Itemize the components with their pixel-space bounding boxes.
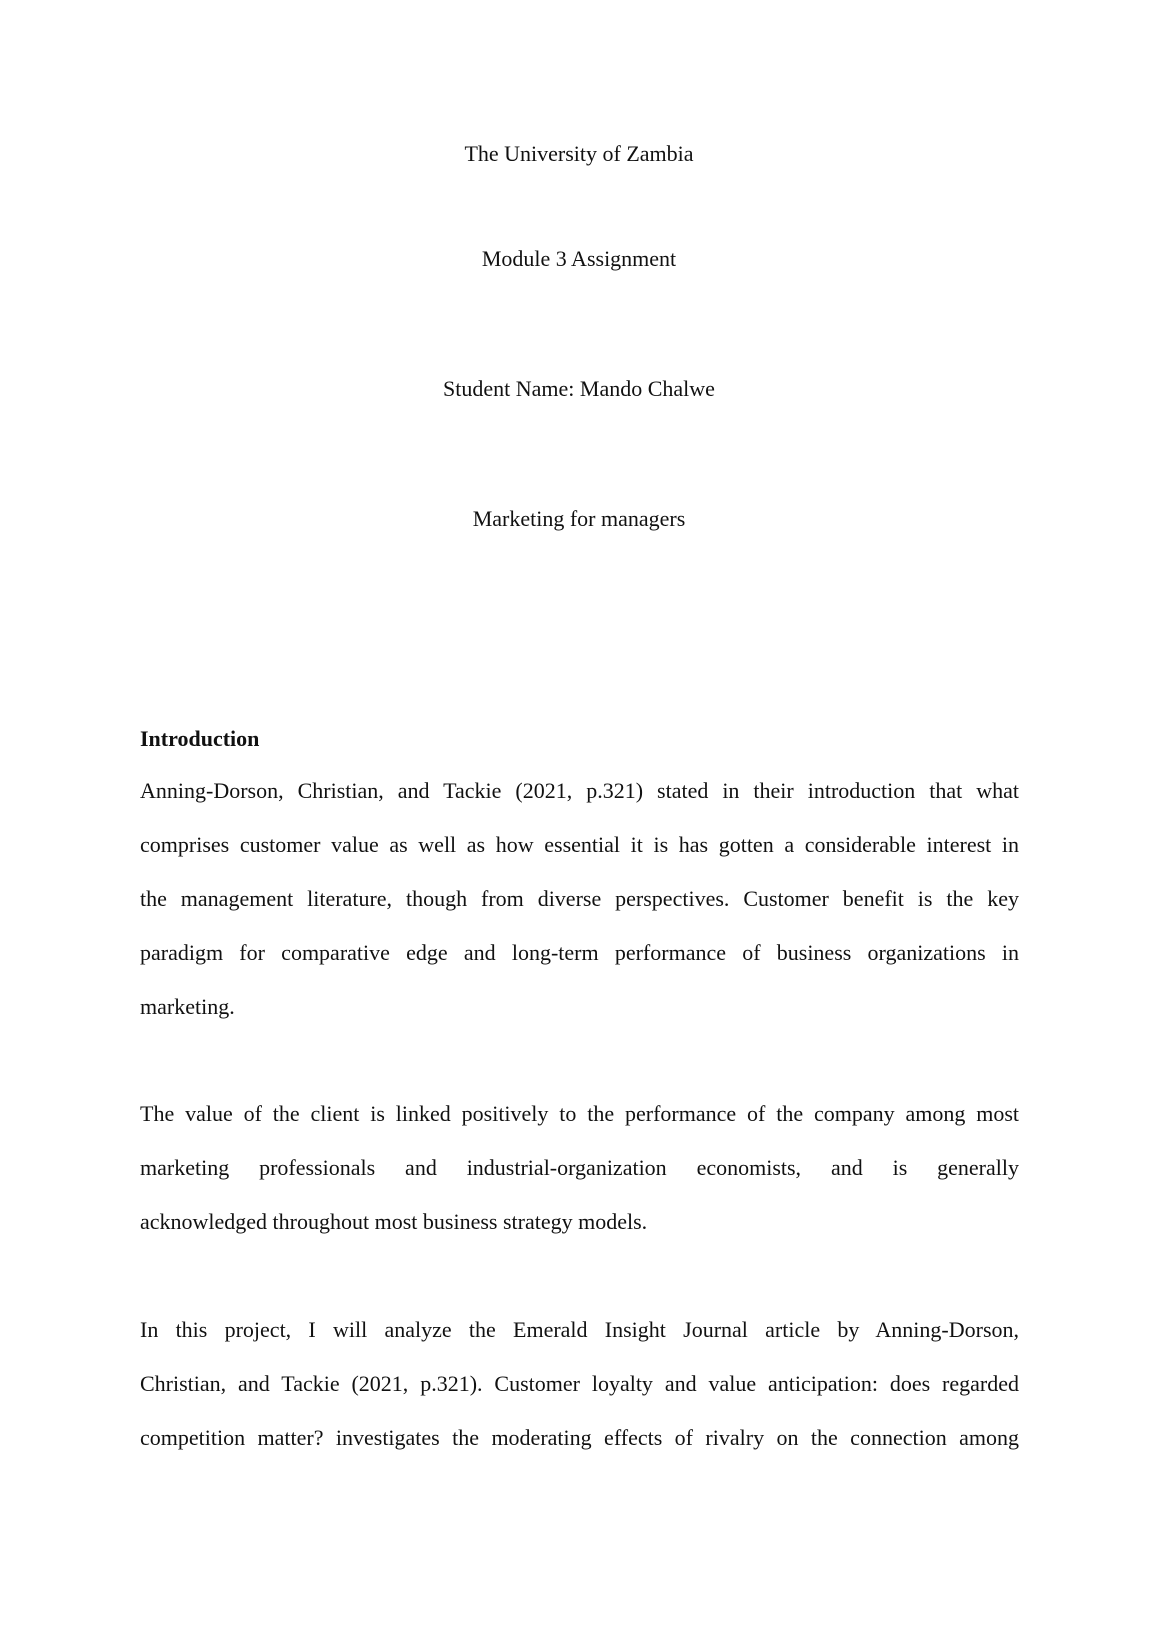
paragraph-line: comprises customer value as well as how essential it is has gotten a considerable interest in <box>140 832 1019 857</box>
assignment-title: Module 3 Assignment <box>481 246 677 271</box>
paragraph-line: marketing. <box>140 994 235 1019</box>
paragraph-line: paradigm for comparative edge and long-term performance of business organizations in <box>140 940 1019 965</box>
paragraph-line: competition matter? investigates the moderating effects of rivalry on the connection among <box>140 1425 1019 1450</box>
paragraph-2 <box>140 1087 1019 1249</box>
paragraph-line: Anning-Dorson, Christian, and Tackie (2021, p.321) stated in their introduction that what <box>140 778 1019 803</box>
introduction-heading: Introduction <box>140 726 260 751</box>
paragraph-line: marketing professionals and industrial-organization economists, and is generally <box>140 1155 1019 1180</box>
student-name: Student Name: Mando Chalwe <box>443 376 715 401</box>
paragraph-1 <box>140 764 1019 1034</box>
paragraph-line: Christian, and Tackie (2021, p.321). Customer loyalty and value anticipation: does regarded <box>140 1371 1019 1396</box>
paragraph-line: The value of the client is linked positively to the performance of the company among most <box>140 1101 1019 1126</box>
course-name: Marketing for managers <box>472 506 686 531</box>
paragraph-line: the management literature, though from diverse perspectives. Customer benefit is the key <box>140 886 1019 911</box>
paragraph-line: acknowledged throughout most business strategy models. <box>140 1209 648 1234</box>
paragraph-line: In this project, I will analyze the Emerald Insight Journal article by Anning-Dorson, <box>140 1317 1019 1342</box>
university-name: The University of Zambia <box>464 141 694 166</box>
paragraph-3 <box>140 1303 1019 1465</box>
